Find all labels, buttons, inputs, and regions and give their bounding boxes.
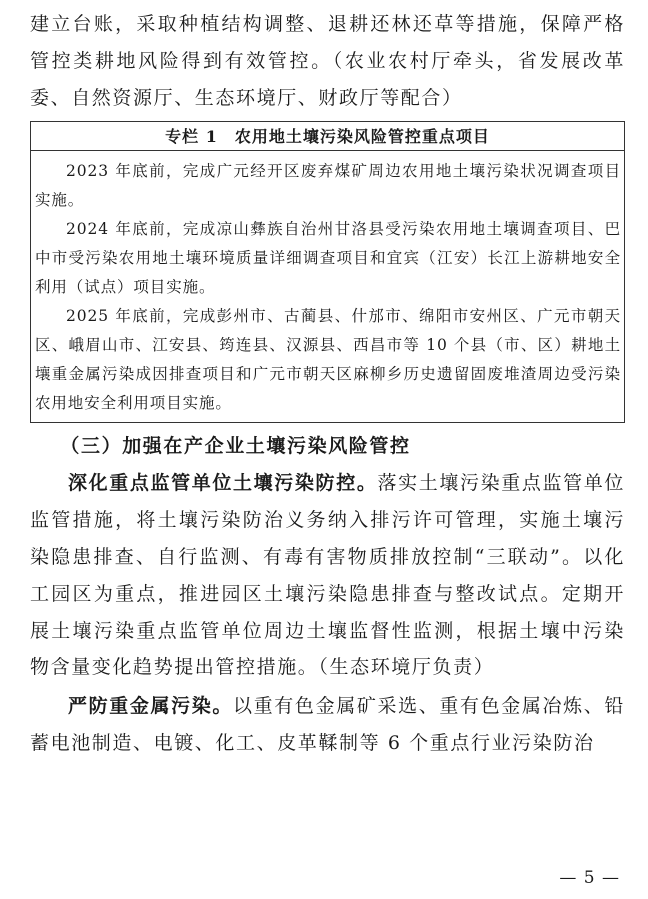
box-paragraph-2023: 2023 年底前，完成广元经开区废弃煤矿周边农用地土壤污染状况调查项目实施。 <box>35 162 621 210</box>
paragraph-body: 落实土壤污染重点监管单位监管措施，将土壤污染防治义务纳入排污许可管理，实施土壤污染隐患排查、自行监测、有毒有害物质排放控制“三联动”。以化工园区为重点，推进园区土壤污染隐患排查与整改试点。定期开展土壤污染重点监管单位周边土壤监督性监测，根据土壤中污染物含量变化趋势提出管控措施。（生态环境厅负责） <box>30 472 625 679</box>
box-paragraph-2024: 2024 年底前，完成凉山彝族自治州甘洛县受污染农用地土壤调查项目、巴中市受污染农用地土壤环境质量详细调查项目和宜宾（江安）长江上游耕地安全利用（试点）项目实施。 <box>35 220 621 297</box>
paragraph-lead: 深化重点监管单位土壤污染防控。 <box>68 472 378 495</box>
paragraph-body: 以重有色金属矿采选、重有色金属冶炼、铅蓄电池制造、电镀、化工、皮革鞣制等 6 个重点行业污染防治 <box>30 695 625 754</box>
box-title: 专栏 1 农用地土壤污染风险管控重点项目 <box>31 122 624 151</box>
box-paragraph-2025: 2025 年底前，完成彭州市、古蔺县、什邡市、绵阳市安州区、广元市朝天区、峨眉山市、江安县、筠连县、汉源县、西昌市等 10 个县（市、区）耕地土壤重金属污染成因排查项目和广元市朝天区麻柳乡历史遗留固废堆渣周边受污染农用地安全利用项目实施。 <box>35 307 621 413</box>
page-number: — 5 — <box>559 868 620 888</box>
paragraph-lead: 严防重金属污染。 <box>68 695 234 718</box>
intro-paragraph: 建立台账，采取种植结构调整、退耕还林还草等措施，保障严格管控类耕地风险得到有效管控。（农业农村厅牵头，省发展改革委、自然资源厅、生态环境厅、财政厅等配合） <box>30 13 625 109</box>
paragraph-soil-prevention <box>30 465 625 686</box>
document-page <box>30 0 625 762</box>
section-heading: （三）加强在产企业土壤污染风险管控 <box>60 435 411 458</box>
paragraph-heavy-metal <box>30 688 625 762</box>
feature-box <box>30 121 625 423</box>
box-body <box>31 151 624 422</box>
